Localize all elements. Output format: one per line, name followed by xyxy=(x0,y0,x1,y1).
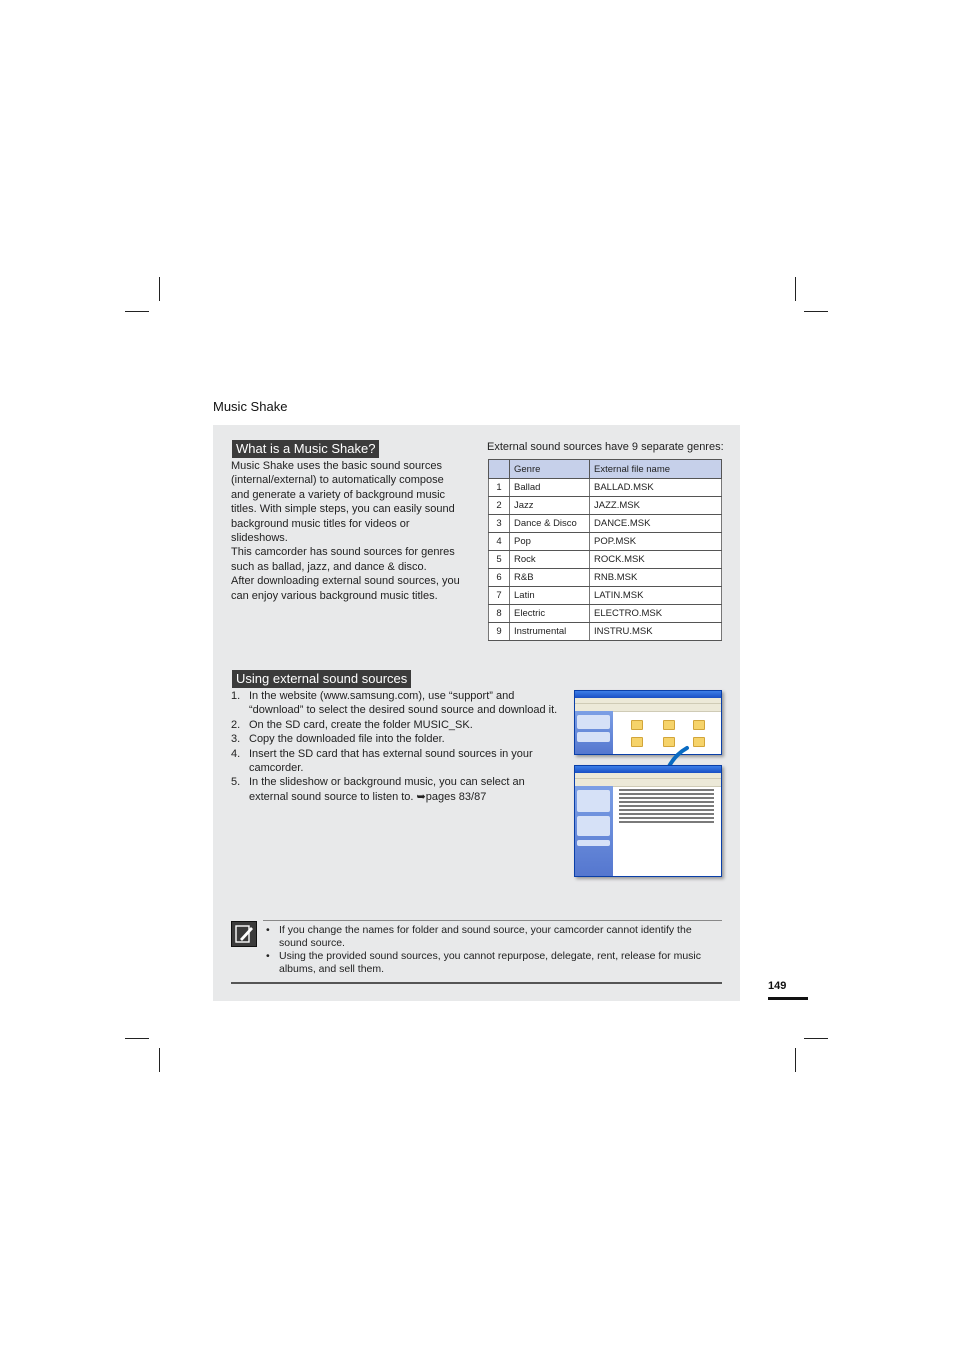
task-pane-box xyxy=(577,732,610,742)
table-cell: 4 xyxy=(489,533,510,551)
crop-mark xyxy=(795,277,796,301)
table-cell: 5 xyxy=(489,551,510,569)
step-text: In the slideshow or background music, you can select an external sound source to listen to. ➥pages 83/87 xyxy=(249,776,525,803)
table-cell: INSTRU.MSK xyxy=(590,623,722,641)
table-cell: R&B xyxy=(510,569,590,587)
table-cell: POP.MSK xyxy=(590,533,722,551)
list-item xyxy=(231,747,561,776)
window-titlebar xyxy=(575,766,721,773)
crop-mark xyxy=(804,311,828,312)
page-number: 149 xyxy=(768,980,787,992)
table-cell: 3 xyxy=(489,515,510,533)
content-panel xyxy=(213,425,740,1001)
table-header-cell: External file name xyxy=(590,460,722,479)
table-cell: RNB.MSK xyxy=(590,569,722,587)
table-row xyxy=(489,551,722,569)
crop-mark xyxy=(795,1048,796,1072)
folder-icon xyxy=(631,720,643,730)
what-is-paragraph: After downloading external sound sources, you can enjoy various background music titles. xyxy=(231,575,460,602)
step-text: On the SD card, create the folder MUSIC_SK. xyxy=(249,718,473,731)
folder-icon xyxy=(693,737,705,747)
file-row xyxy=(619,789,714,791)
folder-icon xyxy=(663,720,675,730)
table-cell: ELECTRO.MSK xyxy=(590,605,722,623)
using-sources-heading: Using external sound sources xyxy=(232,670,411,688)
explorer-screenshot-files xyxy=(574,765,722,877)
what-is-paragraph: Music Shake uses the basic sound sources (internal/external) to automatically compose and generate a variety of background music titles. With simple steps, you can easily sound background music titles for videos or slideshows. xyxy=(231,460,455,545)
note-divider xyxy=(263,920,722,921)
table-cell: LATIN.MSK xyxy=(590,587,722,605)
page-number-rule xyxy=(768,997,808,1000)
table-header-cell: Genre xyxy=(510,460,590,479)
file-row xyxy=(619,821,714,823)
list-item xyxy=(231,775,561,804)
note-box xyxy=(231,921,257,947)
note-divider xyxy=(231,982,722,984)
file-row xyxy=(619,801,714,803)
table-cell: 8 xyxy=(489,605,510,623)
table-row xyxy=(489,587,722,605)
table-cell: Electric xyxy=(510,605,590,623)
table-cell: 2 xyxy=(489,497,510,515)
task-pane xyxy=(575,786,613,876)
notes-list xyxy=(265,924,723,976)
task-pane-box xyxy=(577,816,610,836)
table-cell: BALLAD.MSK xyxy=(590,479,722,497)
table-row xyxy=(489,623,722,641)
genre-table xyxy=(488,459,722,641)
task-pane xyxy=(575,711,613,754)
what-is-description xyxy=(231,459,463,603)
list-item xyxy=(231,689,561,718)
steps-list xyxy=(231,689,561,804)
step-text: In the website (www.samsung.com), use “support” and “download” to select the desired sound source and download it. xyxy=(249,690,558,717)
task-pane-box xyxy=(577,840,610,846)
file-row xyxy=(619,797,714,799)
task-pane-box xyxy=(577,790,610,812)
section-title: Music Shake xyxy=(213,399,288,414)
what-is-heading: What is a Music Shake? xyxy=(232,440,379,458)
file-row xyxy=(619,809,714,811)
table-cell: Jazz xyxy=(510,497,590,515)
table-cell: Ballad xyxy=(510,479,590,497)
table-row xyxy=(489,569,722,587)
step-number: 1. xyxy=(231,690,241,702)
table-cell: JAZZ.MSK xyxy=(590,497,722,515)
table-header-row xyxy=(489,460,722,479)
list-item: • Using the provided sound sources, you cannot repurpose, delegate, rent, release for music albums, and sell them. xyxy=(265,950,723,976)
step-number: 2. xyxy=(231,718,241,731)
table-cell: Instrumental xyxy=(510,623,590,641)
table-cell: 1 xyxy=(489,479,510,497)
table-cell: 9 xyxy=(489,623,510,641)
step-text: Copy the downloaded file into the folder. xyxy=(249,733,445,746)
what-is-paragraph: This camcorder has sound sources for genres such as ballad, jazz, and dance & disco. xyxy=(231,546,455,573)
table-cell: DANCE.MSK xyxy=(590,515,722,533)
crop-mark xyxy=(125,1038,149,1039)
file-row xyxy=(619,793,714,795)
table-cell: ROCK.MSK xyxy=(590,551,722,569)
table-cell: Latin xyxy=(510,587,590,605)
note-pencil-icon xyxy=(232,922,256,946)
table-cell: 6 xyxy=(489,569,510,587)
window-titlebar xyxy=(575,691,721,698)
folder-icon xyxy=(631,737,643,747)
table-row xyxy=(489,533,722,551)
list-item xyxy=(231,732,561,746)
step-number: 4. xyxy=(231,747,241,760)
table-cell: 7 xyxy=(489,587,510,605)
folder-icon xyxy=(693,720,705,730)
table-cell: Dance & Disco xyxy=(510,515,590,533)
step-text: Insert the SD card that has external sound sources in your camcorder. xyxy=(249,747,533,775)
table-row xyxy=(489,479,722,497)
crop-mark xyxy=(125,311,149,312)
crop-mark xyxy=(159,277,160,301)
table-header-cell xyxy=(489,460,510,479)
list-item: • If you change the names for folder and sound source, your camcorder cannot identify the sound source. xyxy=(265,924,723,950)
task-pane-box xyxy=(577,715,610,729)
table-cell: Pop xyxy=(510,533,590,551)
genre-table-caption: External sound sources have 9 separate genres: xyxy=(487,441,724,453)
crop-mark xyxy=(159,1048,160,1072)
file-row xyxy=(619,817,714,819)
step-number: 5. xyxy=(231,776,241,789)
table-cell: Rock xyxy=(510,551,590,569)
table-row xyxy=(489,515,722,533)
step-number: 3. xyxy=(231,733,241,746)
table-row xyxy=(489,497,722,515)
list-item xyxy=(231,718,561,732)
crop-mark xyxy=(804,1038,828,1039)
table-row xyxy=(489,605,722,623)
file-row xyxy=(619,805,714,807)
explorer-screenshot-folders xyxy=(574,690,722,755)
file-row xyxy=(619,813,714,815)
